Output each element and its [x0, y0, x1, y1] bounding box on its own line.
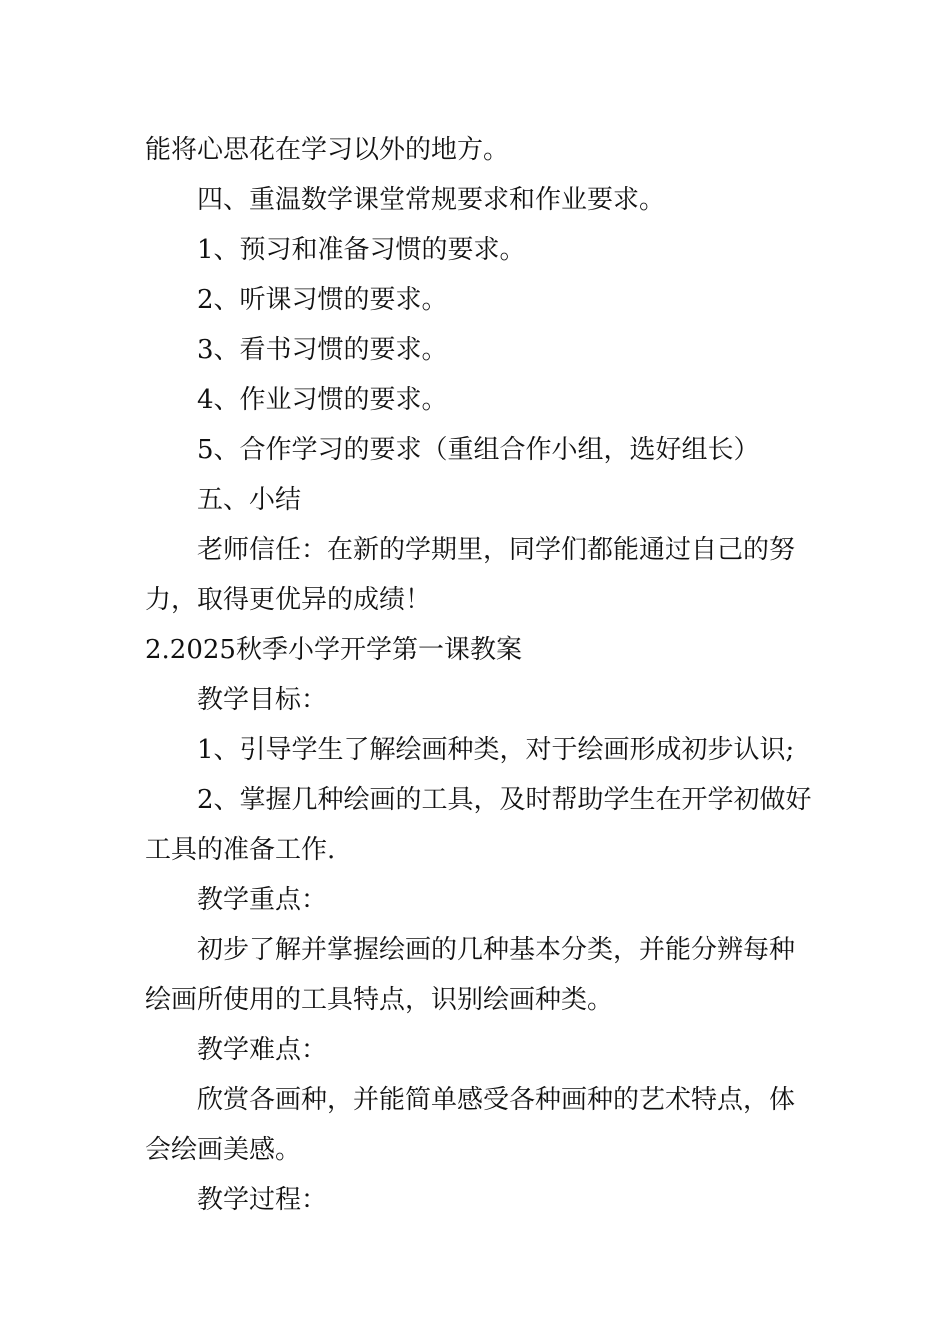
goal-item-1: 1、引导学生了解绘画种类，对于绘画形成初步认识;	[197, 735, 795, 765]
teaching-process-heading: 教学过程：	[197, 1185, 328, 1215]
difficulties-line-2: 会绘画美感。	[145, 1135, 302, 1165]
teaching-goals-heading: 教学目标：	[197, 685, 328, 715]
goal-item-2-line-2: 工具的准备工作.	[145, 835, 336, 865]
difficulties-line-1: 欣赏各画种，并能简单感受各种画种的艺术特点，体	[197, 1085, 796, 1115]
summary-paragraph-line-1: 老师信任：在新的学期里，同学们都能通过自己的努	[197, 535, 796, 565]
section-heading-5: 五、小结	[197, 485, 302, 515]
list-item-2: 2、听课习惯的要求。	[197, 285, 448, 315]
key-points-line-2: 绘画所使用的工具特点，识别绘画种类。	[145, 985, 614, 1015]
paragraph-continuation: 能将心思花在学习以外的地方。	[145, 135, 510, 165]
goal-item-2-line-1: 2、掌握几种绘画的工具，及时帮助学生在开学初做好	[197, 785, 812, 815]
summary-paragraph-line-2: 力，取得更优异的成绩！	[145, 585, 432, 615]
list-item-1: 1、预习和准备习惯的要求。	[197, 235, 526, 265]
list-item-3: 3、看书习惯的要求。	[197, 335, 448, 365]
lesson-plan-title: 2.2025秋季小学开学第一课教案	[145, 635, 522, 665]
list-item-4: 4、作业习惯的要求。	[197, 385, 448, 415]
section-heading-4: 四、重温数学课堂常规要求和作业要求。	[197, 185, 666, 215]
difficulties-heading: 教学难点：	[197, 1035, 328, 1065]
key-points-line-1: 初步了解并掌握绘画的几种基本分类，并能分辨每种	[197, 935, 796, 965]
list-item-5: 5、合作学习的要求（重组合作小组，选好组长）	[197, 435, 760, 465]
key-points-heading: 教学重点：	[197, 885, 328, 915]
